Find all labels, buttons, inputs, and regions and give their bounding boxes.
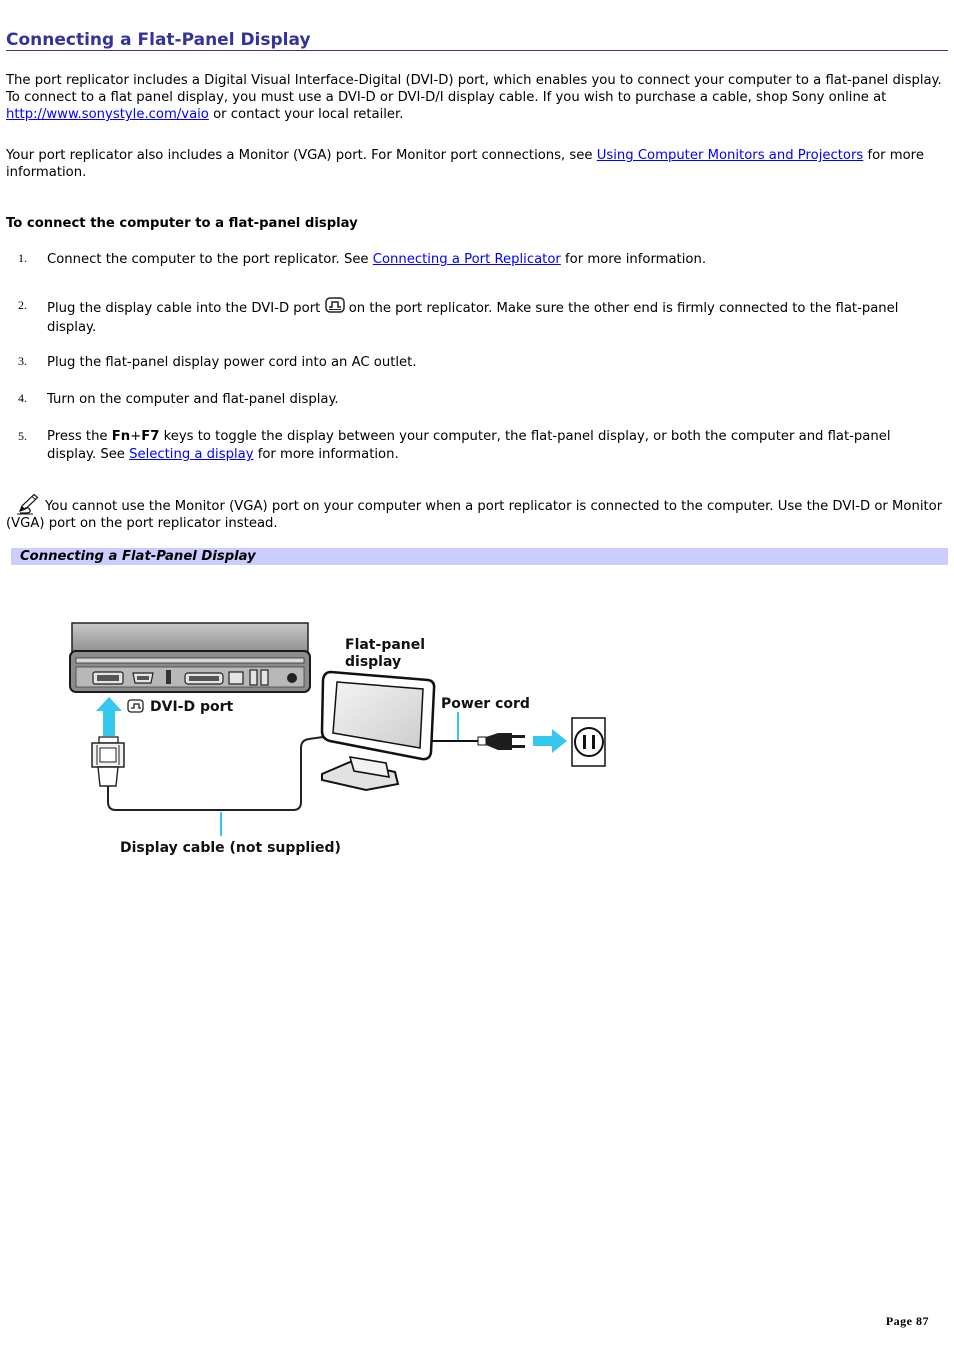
power-plug-icon [478,733,525,750]
usb-port [261,670,268,685]
page-title: Connecting a Flat-Panel Display [6,30,948,51]
right-arrow-icon [533,729,567,753]
power-cord-label: Power cord [441,696,530,712]
selecting-display-link[interactable]: Selecting a display [129,447,254,462]
laptop-lid [72,623,308,653]
connector-boot [98,767,118,786]
step-text-part: Press the [47,429,112,444]
outlet-slot [592,735,595,749]
vga-port-pins [137,676,149,680]
page-number: Page 87 [885,1314,929,1328]
step-number: 4. [18,391,27,405]
flat-panel-label-line-1: Flat-panel [345,637,426,653]
step-number: 2. [18,298,27,312]
outlet-slot [583,735,586,749]
usb-port [250,670,257,685]
key-plus: + [130,429,142,444]
sonystyle-link[interactable]: http://www.sonystyle.com/vaio [6,107,209,122]
display-cable [108,737,323,810]
figure-caption: Connecting a Flat-Panel Display [11,548,948,565]
parallel-port-pins [189,676,219,681]
plug-prong [512,735,525,738]
laptop-rear-icon [70,623,310,692]
connector-screws [99,737,118,743]
step-text-part: for more information. [560,252,707,267]
key-f7: F7 [141,429,160,444]
port-replicator-link[interactable]: Connecting a Port Replicator [372,252,561,267]
step-text-part: for more information. [253,447,399,462]
note-text: You cannot use the Monitor (VGA) port on your computer when a port replicator is connected to the computer. Use the DVI-D or Monitor (VGA) port on the port replicator instead. [6,499,943,531]
ac-outlet-icon [572,718,605,766]
dvi-d-port-icon [325,297,345,315]
dvi-port-label: DVI-D port [150,699,234,715]
step-text [47,428,909,464]
dvi-connector-icon [92,737,124,786]
intro-text: for more information. [6,148,924,180]
plug-body [486,733,512,750]
intro-paragraph-1 [6,72,948,123]
dvi-port-pins [97,675,119,681]
up-arrow-icon [96,697,122,736]
monitors-projectors-link[interactable]: Using Computer Monitors and Projectors [596,148,864,163]
key-fn: Fn [111,429,131,444]
step-text [47,251,909,268]
intro-text: or contact your local retailer. [208,107,404,122]
dvi-d-port-icon [128,700,143,712]
intro-paragraph-2 [6,147,948,181]
dc-in-jack [287,673,297,683]
small-port [166,670,171,684]
step-text: Plug the flat-panel display power cord into an AC outlet. [47,355,417,370]
step-text-part: Connect the computer to the port replicator. See [47,252,373,267]
connector-face [100,748,116,762]
dvi-d-port-icon-frame [128,700,143,712]
step-text-part: on the port replicator. Make sure the other end is firmly connected to the flat-panel display. [47,301,899,335]
step-number: 1. [18,251,27,265]
intro-text: The port replicator includes a Digital Visual Interface-Digital (DVI-D) port, which enables you to connect your computer to a flat-panel display. To connect to a flat panel display, you must use a DVI-D or DVI-D/I display cable. If you wish to purchase a cable, shop Sony online at [6,73,942,105]
step-text [47,297,909,337]
flat-panel-display-icon [322,672,434,790]
display-cable-label: Display cable (not supplied) [120,840,341,856]
plug-prong [512,745,525,748]
connection-illustration [60,610,620,870]
lan-port [229,672,243,684]
step-text-part: Plug the display cable into the DVI-D port [47,301,325,316]
plug-strain-relief [478,737,486,745]
step-number: 5. [18,429,27,443]
flat-panel-label-line-2: display [345,654,402,670]
step-text-part: keys to toggle the display between your computer, the flat-panel display, or both the computer and flat-panel display. See [47,429,891,462]
step-number: 3. [18,354,27,368]
outlet-socket [575,728,603,756]
intro-text: Your port replicator also includes a Monitor (VGA) port. For Monitor port connections, see [6,148,597,163]
procedure-heading: To connect the computer to a flat-panel display [6,216,358,231]
step-text: Turn on the computer and flat-panel display. [47,392,339,407]
laptop-stripe [76,658,304,663]
